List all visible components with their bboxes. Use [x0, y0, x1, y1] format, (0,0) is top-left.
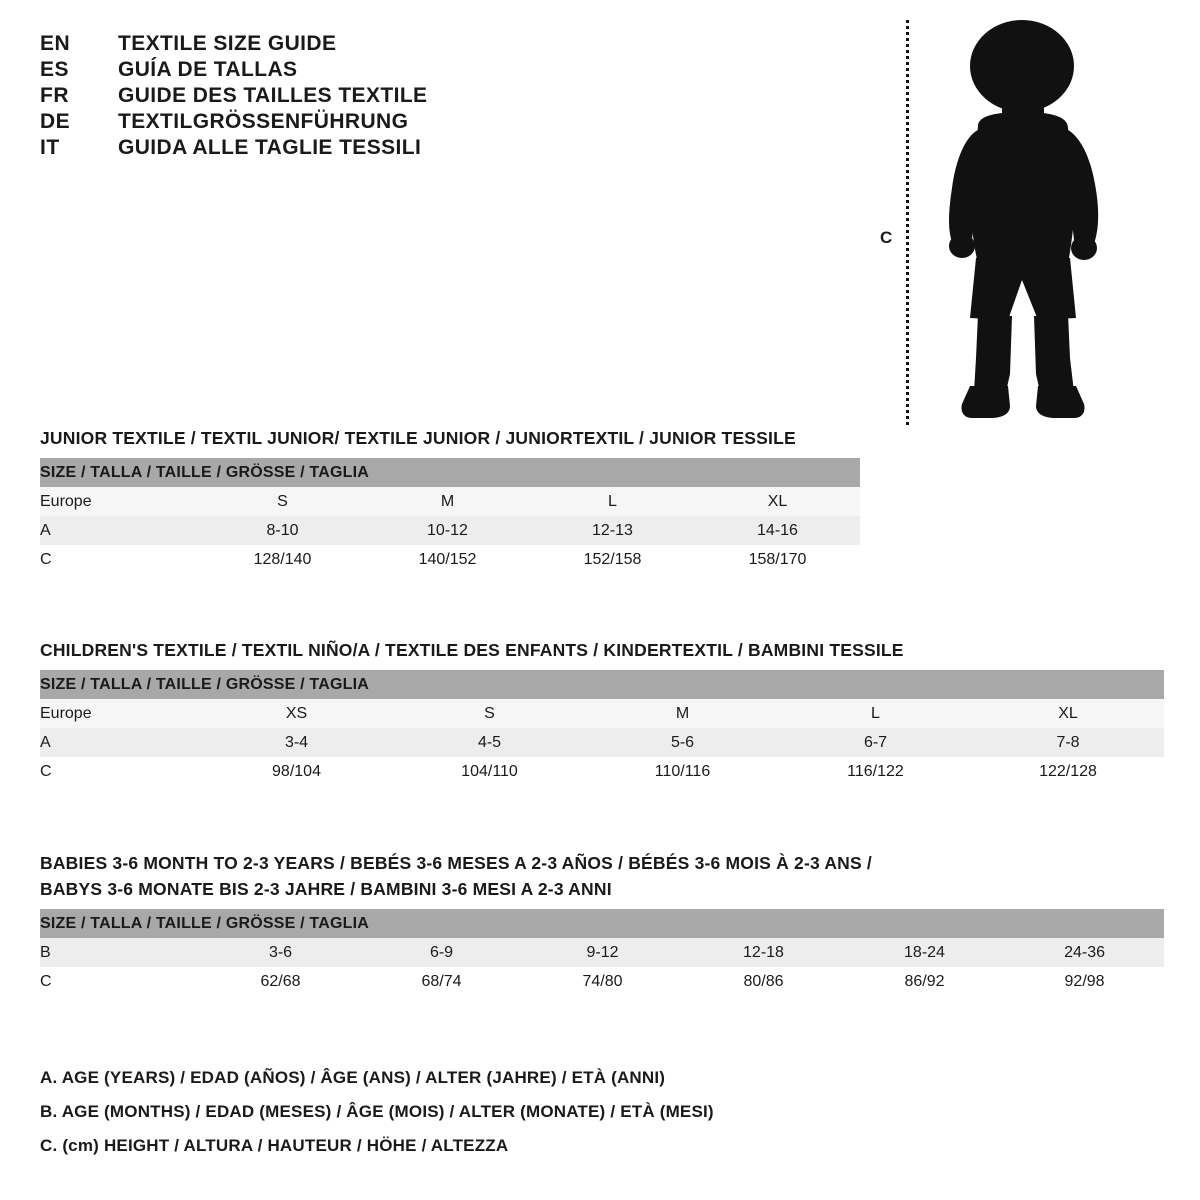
cell: 104/110	[393, 757, 586, 786]
cell: 98/104	[200, 757, 393, 786]
language-row	[40, 136, 600, 160]
legend-item-a: A. AGE (YEARS) / EDAD (AÑOS) / ÂGE (ANS) / ALTER (JAHRE) / ETÀ (ANNI)	[40, 1068, 666, 1087]
language-code-es: ES	[40, 58, 70, 81]
junior-size-table	[40, 458, 860, 574]
cell: S	[200, 487, 365, 516]
legend-item-b: B. AGE (MONTHS) / EDAD (MESES) / ÂGE (MOIS) / ALTER (MONATE) / ETÀ (MESI)	[40, 1102, 714, 1121]
section-babies-title-line1: BABIES 3-6 MONTH TO 2-3 YEARS / BEBÉS 3-6 MESES A 2-3 AÑOS / BÉBÉS 3-6 MOIS À 2-3 ANS /	[40, 853, 872, 873]
row-label: Europe	[40, 699, 200, 728]
height-dashed-line	[906, 20, 909, 425]
cell: S	[393, 699, 586, 728]
cell: L	[530, 487, 695, 516]
measurement-figure	[880, 10, 1140, 430]
cell: 6-7	[779, 728, 972, 757]
language-row	[40, 110, 600, 134]
language-title-es: GUÍA DE TALLAS	[118, 58, 298, 81]
child-silhouette-icon	[926, 18, 1116, 428]
cell: 18-24	[844, 938, 1005, 967]
cell: 10-12	[365, 516, 530, 545]
cell: 86/92	[844, 967, 1005, 996]
language-code-it: IT	[40, 136, 60, 159]
table-row	[40, 938, 1164, 967]
cell: 14-16	[695, 516, 860, 545]
row-label: A	[40, 516, 200, 545]
cell: M	[365, 487, 530, 516]
cell: 7-8	[972, 728, 1164, 757]
table-row	[40, 967, 1164, 996]
row-label: C	[40, 757, 200, 786]
row-label: Europe	[40, 487, 200, 516]
cell: XL	[972, 699, 1164, 728]
section-babies	[40, 853, 1164, 996]
language-code-fr: FR	[40, 84, 69, 107]
junior-band-label: SIZE / TALLA / TAILLE / GRÖSSE / TAGLIA	[40, 458, 860, 487]
cell: 80/86	[683, 967, 844, 996]
table-row	[40, 757, 1164, 786]
cell: 24-36	[1005, 938, 1164, 967]
cell: L	[779, 699, 972, 728]
cell: XS	[200, 699, 393, 728]
table-band-row	[40, 909, 1164, 938]
height-measure-label: C	[880, 228, 893, 247]
language-title-fr: GUIDE DES TAILLES TEXTILE	[118, 84, 428, 107]
cell: 74/80	[522, 967, 683, 996]
cell: 68/74	[361, 967, 522, 996]
cell: 122/128	[972, 757, 1164, 786]
row-label: B	[40, 938, 200, 967]
section-junior-title: JUNIOR TEXTILE / TEXTIL JUNIOR/ TEXTILE JUNIOR / JUNIORTEXTIL / JUNIOR TESSILE	[40, 428, 796, 448]
language-code-de: DE	[40, 110, 71, 133]
cell: 8-10	[200, 516, 365, 545]
children-band-label: SIZE / TALLA / TAILLE / GRÖSSE / TAGLIA	[40, 670, 1164, 699]
section-junior	[40, 428, 1164, 574]
cell: M	[586, 699, 779, 728]
table-band-row	[40, 670, 1164, 699]
language-row	[40, 58, 600, 82]
language-title-it: GUIDA ALLE TAGLIE TESSILI	[118, 136, 422, 159]
language-title-de: TEXTILGRÖSSENFÜHRUNG	[118, 110, 409, 133]
cell: 9-12	[522, 938, 683, 967]
language-row	[40, 84, 600, 108]
cell: 140/152	[365, 545, 530, 574]
children-size-table	[40, 670, 1164, 786]
cell: 152/158	[530, 545, 695, 574]
cell: 3-4	[200, 728, 393, 757]
legend-block	[40, 1068, 1140, 1170]
table-row	[40, 516, 860, 545]
language-title-block	[40, 32, 600, 162]
table-row	[40, 728, 1164, 757]
table-row	[40, 699, 1164, 728]
cell: 62/68	[200, 967, 361, 996]
row-label: C	[40, 545, 200, 574]
babies-band-label: SIZE / TALLA / TAILLE / GRÖSSE / TAGLIA	[40, 909, 1164, 938]
babies-size-table	[40, 909, 1164, 996]
cell: 158/170	[695, 545, 860, 574]
cell: 6-9	[361, 938, 522, 967]
language-row	[40, 32, 600, 56]
table-row	[40, 545, 860, 574]
cell: XL	[695, 487, 860, 516]
table-row	[40, 487, 860, 516]
language-title-en: TEXTILE SIZE GUIDE	[118, 32, 337, 55]
legend-item-c: C. (cm) HEIGHT / ALTURA / HAUTEUR / HÖHE / ALTEZZA	[40, 1136, 509, 1155]
cell: 92/98	[1005, 967, 1164, 996]
cell: 5-6	[586, 728, 779, 757]
cell: 116/122	[779, 757, 972, 786]
cell: 3-6	[200, 938, 361, 967]
section-children-title: CHILDREN'S TEXTILE / TEXTIL NIÑO/A / TEXTILE DES ENFANTS / KINDERTEXTIL / BAMBINI TESSILE	[40, 640, 904, 660]
cell: 110/116	[586, 757, 779, 786]
section-babies-title-line2: BABYS 3-6 MONATE BIS 2-3 JAHRE / BAMBINI 3-6 MESI A 2-3 ANNI	[40, 879, 612, 899]
cell: 12-13	[530, 516, 695, 545]
row-label: A	[40, 728, 200, 757]
section-children	[40, 640, 1164, 786]
cell: 128/140	[200, 545, 365, 574]
cell: 4-5	[393, 728, 586, 757]
row-label: C	[40, 967, 200, 996]
table-band-row	[40, 458, 860, 487]
language-code-en: EN	[40, 32, 71, 55]
cell: 12-18	[683, 938, 844, 967]
